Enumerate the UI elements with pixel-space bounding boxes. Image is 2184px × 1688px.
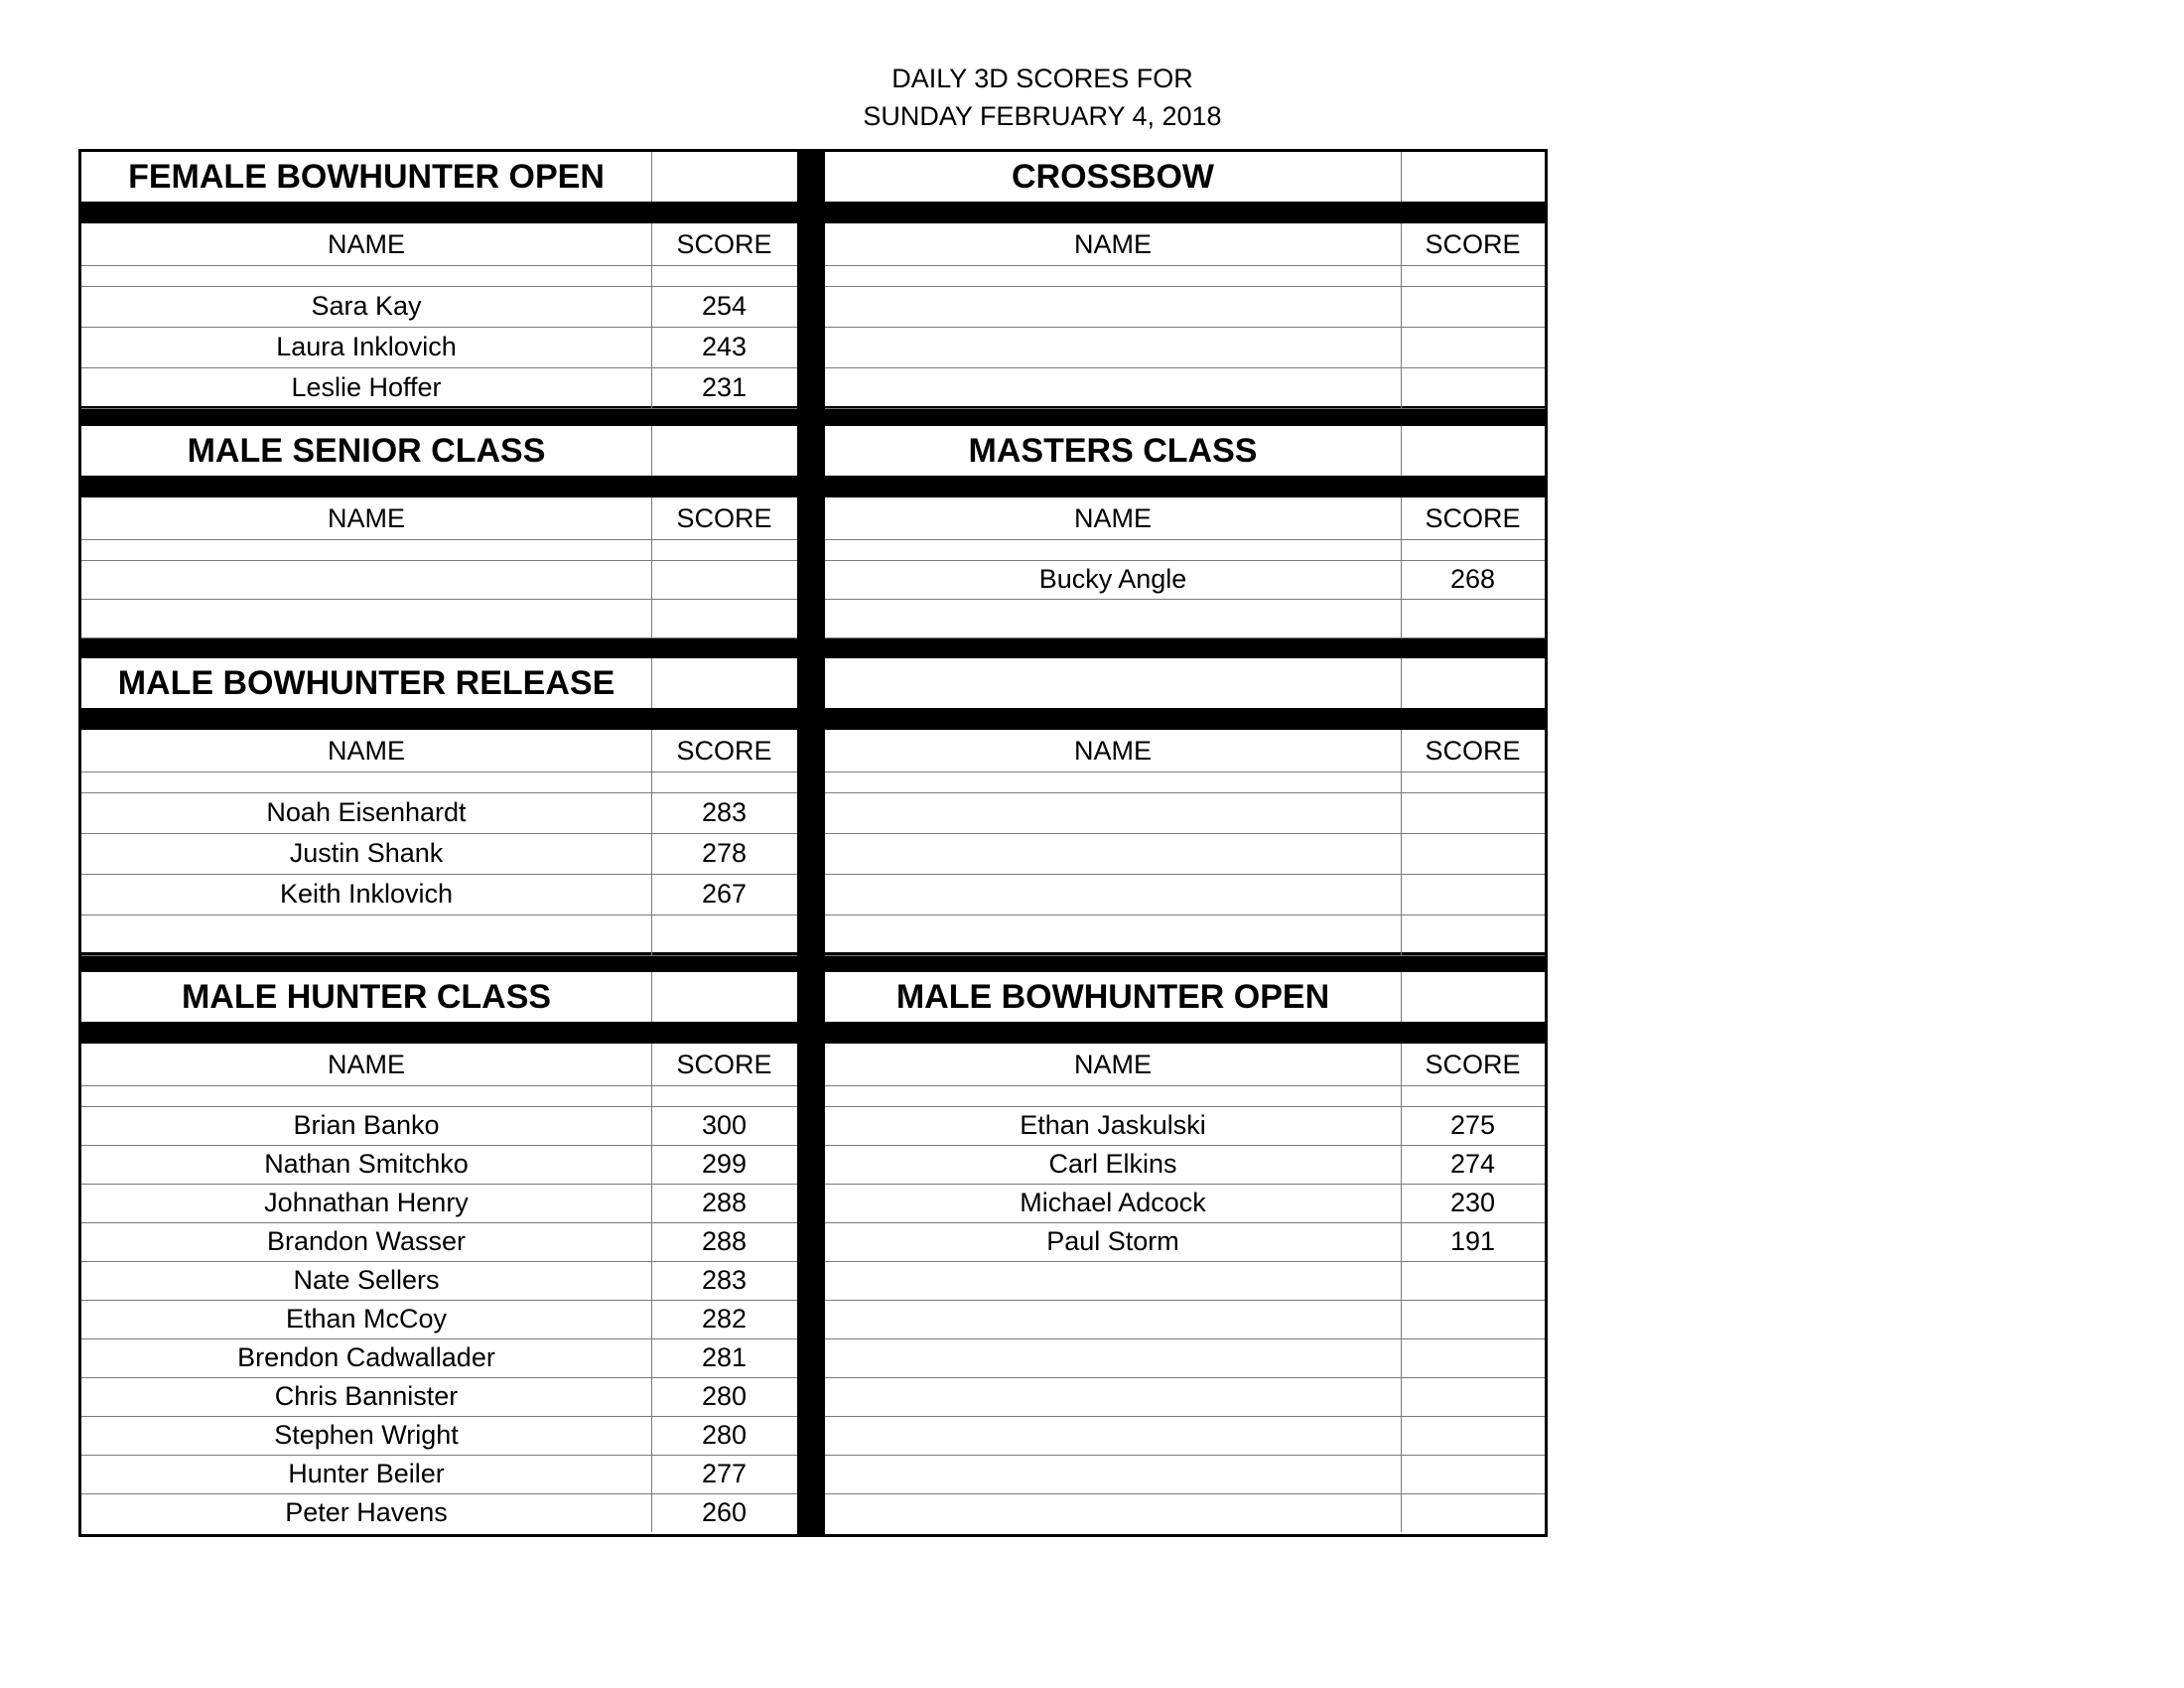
competitor-name — [825, 1338, 1401, 1377]
competitor-score — [1401, 1455, 1545, 1493]
section-title — [825, 658, 1401, 708]
competitor-score: 300 — [701, 1110, 748, 1140]
competitor-score: 280 — [701, 1381, 748, 1411]
competitor-score — [1401, 599, 1545, 637]
competitor-name — [825, 1300, 1401, 1338]
competitor-name — [825, 874, 1401, 914]
competitor-score: 268 — [1449, 564, 1496, 594]
competitor-score: 278 — [701, 838, 748, 868]
competitor-score: 280 — [701, 1420, 748, 1450]
column-rule — [651, 1044, 652, 1532]
score-column-header: SCORE — [1425, 228, 1521, 259]
section-title-band — [825, 476, 1545, 497]
competitor-score: 277 — [701, 1459, 748, 1488]
row-rule — [825, 637, 1545, 638]
document-date: SUNDAY FEBRUARY 4, 2018 — [863, 101, 1222, 131]
competitor-name: Peter Havens — [285, 1497, 448, 1527]
competitor-score: 243 — [701, 332, 748, 361]
competitor-score — [1401, 1338, 1545, 1377]
competitor-name: Justin Shank — [289, 838, 444, 868]
competitor-name — [825, 1455, 1401, 1493]
row-rule — [81, 408, 797, 409]
name-column-header: NAME — [1073, 1049, 1152, 1079]
competitor-score: 274 — [1449, 1149, 1496, 1179]
competitor-name — [825, 286, 1401, 327]
competitor-score — [1401, 1377, 1545, 1416]
section-title-band — [81, 202, 797, 223]
row-rule — [825, 772, 1545, 773]
competitor-score — [651, 914, 797, 955]
name-column-header: NAME — [327, 502, 405, 533]
competitor-name: Michael Adcock — [1020, 1188, 1206, 1217]
competitor-name: Sara Kay — [311, 291, 422, 321]
section-title: MALE BOWHUNTER OPEN — [895, 977, 1330, 1016]
competitor-score: 254 — [701, 291, 748, 321]
column-rule — [651, 152, 652, 202]
row-rule — [825, 1085, 1545, 1086]
competitor-score: 288 — [701, 1226, 748, 1256]
competitor-name — [825, 1416, 1401, 1455]
competitor-name — [825, 1261, 1401, 1300]
competitor-score: 275 — [1449, 1110, 1496, 1140]
competitor-name: Johnathan Henry — [264, 1188, 469, 1217]
section-title-band — [825, 708, 1545, 730]
competitor-name: Ethan Jaskulski — [1020, 1110, 1206, 1140]
competitor-score — [1401, 1493, 1545, 1532]
competitor-score: 283 — [701, 1265, 748, 1295]
competitor-name: Chris Bannister — [274, 1381, 459, 1411]
competitor-name — [825, 327, 1401, 367]
competitor-name — [825, 792, 1401, 833]
row-rule — [825, 955, 1545, 956]
competitor-name — [825, 599, 1401, 637]
section-title-band — [81, 476, 797, 497]
competitor-score: 267 — [701, 879, 748, 909]
section-title: FEMALE BOWHUNTER OPEN — [128, 157, 605, 196]
competitor-score — [1401, 327, 1545, 367]
competitor-score — [1401, 1416, 1545, 1455]
competitor-name: Keith Inklovich — [279, 879, 454, 909]
score-column-header: SCORE — [676, 1049, 772, 1079]
row-rule — [81, 265, 797, 266]
competitor-score — [1401, 914, 1545, 955]
center-divider — [797, 152, 825, 1534]
competitor-name — [825, 1493, 1401, 1532]
column-rule — [1401, 223, 1402, 408]
column-rule — [651, 730, 652, 955]
competitor-name — [825, 367, 1401, 408]
column-rule — [651, 658, 652, 708]
competitor-score — [1401, 792, 1545, 833]
column-rule — [651, 426, 652, 476]
column-rule — [651, 223, 652, 408]
section-title: MASTERS CLASS — [968, 431, 1258, 470]
competitor-name: Noah Eisenhardt — [266, 797, 467, 827]
competitor-score — [1401, 1300, 1545, 1338]
competitor-score — [651, 599, 797, 637]
name-column-header: NAME — [327, 1049, 405, 1079]
competitor-name: Brandon Wasser — [266, 1226, 467, 1256]
row-rule — [81, 1085, 797, 1086]
competitor-name: Brendon Cadwallader — [237, 1342, 495, 1372]
column-rule — [1401, 497, 1402, 637]
scores-board — [78, 149, 1548, 1537]
competitor-score: 283 — [701, 797, 748, 827]
score-column-header: SCORE — [1425, 735, 1521, 766]
competitor-score — [1401, 1261, 1545, 1300]
competitor-name — [825, 914, 1401, 955]
competitor-score — [1401, 367, 1545, 408]
row-rule — [825, 408, 1545, 409]
competitor-name: Bucky Angle — [1038, 564, 1187, 594]
row-rule — [825, 539, 1545, 540]
competitor-name: Carl Elkins — [1048, 1149, 1177, 1179]
score-column-header: SCORE — [1425, 1049, 1521, 1079]
competitor-score: 260 — [701, 1497, 748, 1527]
name-column-header: NAME — [327, 735, 405, 766]
competitor-score: 231 — [701, 372, 748, 402]
name-column-header: NAME — [1073, 228, 1152, 259]
section-title: MALE BOWHUNTER RELEASE — [117, 663, 615, 702]
competitor-score: 230 — [1449, 1188, 1496, 1217]
column-rule — [1401, 730, 1402, 955]
competitor-name: Hunter Beiler — [288, 1459, 445, 1488]
column-rule — [1401, 658, 1402, 708]
row-rule — [81, 539, 797, 540]
competitor-score: 191 — [1449, 1226, 1496, 1256]
section-title-band — [825, 1022, 1545, 1044]
competitor-score: 299 — [701, 1149, 748, 1179]
name-column-header: NAME — [1073, 502, 1152, 533]
competitor-name: Leslie Hoffer — [291, 372, 442, 402]
row-rule — [81, 772, 797, 773]
competitor-name — [825, 833, 1401, 874]
score-column-header: SCORE — [676, 502, 772, 533]
competitor-name — [81, 914, 651, 955]
competitor-name: Paul Storm — [1046, 1226, 1179, 1256]
score-column-header: SCORE — [1425, 502, 1521, 533]
section-title: CROSSBOW — [1012, 157, 1214, 196]
competitor-name — [81, 599, 651, 637]
competitor-name: Brian Banko — [293, 1110, 440, 1140]
column-rule — [1401, 972, 1402, 1022]
competitor-name: Nate Sellers — [293, 1265, 440, 1295]
score-column-header: SCORE — [676, 228, 772, 259]
competitor-name: Nathan Smitchko — [264, 1149, 469, 1179]
competitor-score: 288 — [701, 1188, 748, 1217]
section-separator-bar — [81, 406, 1545, 426]
competitor-score — [651, 560, 797, 599]
row-rule — [825, 265, 1545, 266]
row-rule — [81, 955, 797, 956]
competitor-score: 281 — [701, 1342, 748, 1372]
competitor-score: 282 — [701, 1304, 748, 1334]
column-rule — [651, 972, 652, 1022]
competitor-score — [1401, 874, 1545, 914]
name-column-header: NAME — [327, 228, 405, 259]
row-rule — [81, 637, 797, 638]
competitor-name — [825, 1377, 1401, 1416]
section-separator-bar — [81, 638, 1545, 658]
column-rule — [1401, 1044, 1402, 1532]
column-rule — [651, 497, 652, 637]
column-rule — [1401, 426, 1402, 476]
competitor-score — [1401, 833, 1545, 874]
column-rule — [1401, 152, 1402, 202]
document-title: DAILY 3D SCORES FOR — [891, 64, 1193, 93]
competitor-name: Laura Inklovich — [276, 332, 457, 361]
competitor-name — [81, 560, 651, 599]
name-column-header: NAME — [1073, 735, 1152, 766]
score-column-header: SCORE — [676, 735, 772, 766]
section-title-band — [825, 202, 1545, 223]
competitor-name: Ethan McCoy — [285, 1304, 448, 1334]
section-title-band — [81, 708, 797, 730]
section-title: MALE SENIOR CLASS — [187, 431, 546, 470]
section-title: MALE HUNTER CLASS — [181, 977, 552, 1016]
competitor-score — [1401, 286, 1545, 327]
competitor-name: Stephen Wright — [274, 1420, 459, 1450]
section-title-band — [81, 1022, 797, 1044]
